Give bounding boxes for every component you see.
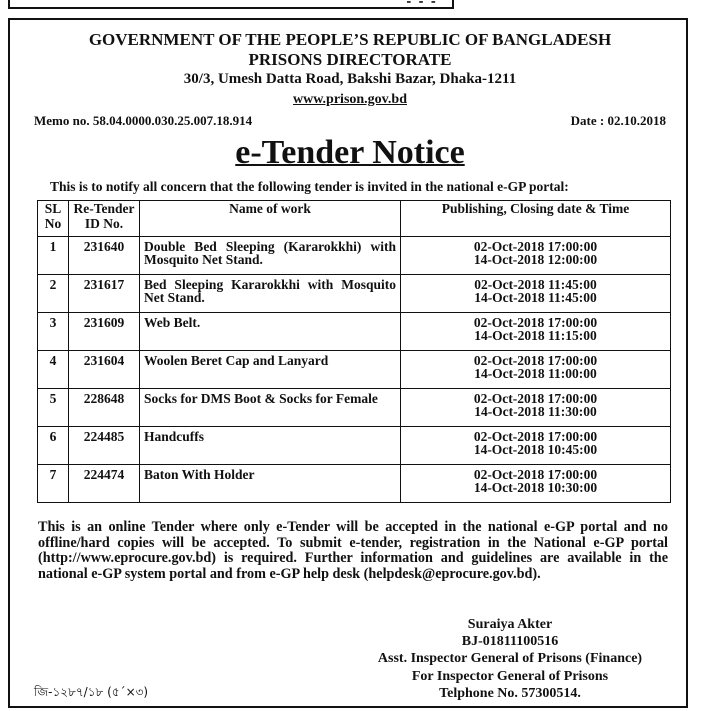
instructions-paragraph: This is an online Tender where only e-Tender will be accepted in the national e-GP portal and no offline/hard copies will be accepted. To submit e-tender, registration in the National e-GP portal (http://www.eprocure.gov.bd) is required. Further information and guidelines are available in the national e-GP system portal and from e-GP help desk (helpdesk@eprocure.gov.bd). — [38, 519, 668, 582]
signatory-phone: Telphone No. 57300514. — [439, 686, 581, 701]
memo-number: Memo no. 58.04.0000.030.25.007.18.914 — [34, 113, 253, 128]
table-row — [38, 275, 671, 313]
row-tender-id: 224485 — [69, 427, 140, 465]
publishing-time: 02-Oct-2018 17:00:00 — [473, 391, 598, 406]
address: 30/3, Umesh Datta Road, Bakshi Bazar, Dhaka-1211 — [183, 71, 517, 87]
table-row — [38, 427, 671, 465]
row-publishing — [401, 427, 671, 465]
publishing-time: 02-Oct-2018 17:00:00 — [473, 315, 598, 330]
government-title: GOVERNMENT OF THE PEOPLE’S REPUBLIC OF BANGLADESH — [88, 30, 612, 49]
publishing-time: 02-Oct-2018 17:00:00 — [473, 467, 598, 482]
closing-time: 14-Oct-2018 10:30:00 — [473, 480, 598, 495]
row-tender-id: 228648 — [69, 389, 140, 427]
row-work: Bed Sleeping Kararokkhi with Mosquito Net Stand. — [140, 275, 401, 313]
row-sl: 4 — [38, 351, 69, 389]
table-row — [38, 313, 671, 351]
row-sl: 5 — [38, 389, 69, 427]
row-tender-id: 231609 — [69, 313, 140, 351]
closing-time: 14-Oct-2018 11:15:00 — [474, 328, 597, 343]
table-row — [38, 351, 671, 389]
signatory-id: BJ-01811100516 — [461, 634, 559, 649]
col-publishing-header: Publishing, Closing date & Time — [401, 201, 671, 237]
row-work: Baton With Holder — [140, 465, 401, 503]
row-tender-id: 231617 — [69, 275, 140, 313]
col-work-header: Name of work — [140, 201, 401, 237]
row-tender-id: 224474 — [69, 465, 140, 503]
row-publishing — [401, 389, 671, 427]
row-sl: 6 — [38, 427, 69, 465]
signatory-role: Asst. Inspector General of Prisons (Finance) — [377, 651, 643, 666]
row-sl: 1 — [38, 237, 69, 275]
clipped-previous-notice — [8, 0, 454, 9]
notice-frame — [8, 18, 688, 708]
row-work: Web Belt. — [140, 313, 401, 351]
row-publishing — [401, 237, 671, 275]
table-row — [38, 465, 671, 503]
row-sl: 3 — [38, 313, 69, 351]
publishing-time: 02-Oct-2018 17:00:00 — [473, 239, 598, 254]
signatory-on-behalf: For Inspector General of Prisons — [411, 669, 609, 684]
publishing-time: 02-Oct-2018 17:00:00 — [473, 429, 598, 444]
row-tender-id: 231604 — [69, 351, 140, 389]
intro-text: This is to notify all concern that the following tender is invited in the national e-GP portal: — [50, 179, 569, 194]
row-work: Handcuffs — [140, 427, 401, 465]
row-sl: 7 — [38, 465, 69, 503]
row-publishing — [401, 351, 671, 389]
row-work: Woolen Beret Cap and Lanyard — [140, 351, 401, 389]
col-id-header: Re-Tender ID No. — [69, 201, 140, 237]
table-header-row — [38, 201, 671, 237]
tender-table — [37, 200, 671, 503]
website-link[interactable]: www.prison.gov.bd — [293, 92, 407, 107]
closing-time: 14-Oct-2018 12:00:00 — [473, 252, 598, 267]
notice-date: Date : 02.10.2018 — [570, 113, 666, 128]
row-publishing — [401, 275, 671, 313]
row-work: Double Bed Sleeping (Kararokkhi) with Mosquito Net Stand. — [140, 237, 401, 275]
clipped-text: ⁃ ⁃ ⁃ — [406, 0, 438, 9]
row-work: Socks for DMS Boot & Socks for Female — [140, 389, 401, 427]
row-publishing — [401, 313, 671, 351]
closing-time: 14-Oct-2018 10:45:00 — [473, 442, 598, 457]
closing-time: 14-Oct-2018 11:45:00 — [474, 290, 597, 305]
reference-code: জি-১২৮৭/১৮ (৫´×৩) — [34, 685, 149, 699]
publishing-time: 02-Oct-2018 17:00:00 — [473, 353, 598, 368]
page-title: e-Tender Notice — [235, 134, 465, 171]
closing-time: 14-Oct-2018 11:00:00 — [474, 366, 597, 381]
row-sl: 2 — [38, 275, 69, 313]
row-publishing — [401, 465, 671, 503]
signatory-name: Suraiya Akter — [467, 617, 553, 632]
row-tender-id: 231640 — [69, 237, 140, 275]
table-row — [38, 389, 671, 427]
department-title: PRISONS DIRECTORATE — [248, 50, 452, 69]
col-sl-header: SL No — [38, 201, 69, 237]
table-row — [38, 237, 671, 275]
closing-time: 14-Oct-2018 11:30:00 — [474, 404, 597, 419]
publishing-time: 02-Oct-2018 11:45:00 — [474, 277, 597, 292]
